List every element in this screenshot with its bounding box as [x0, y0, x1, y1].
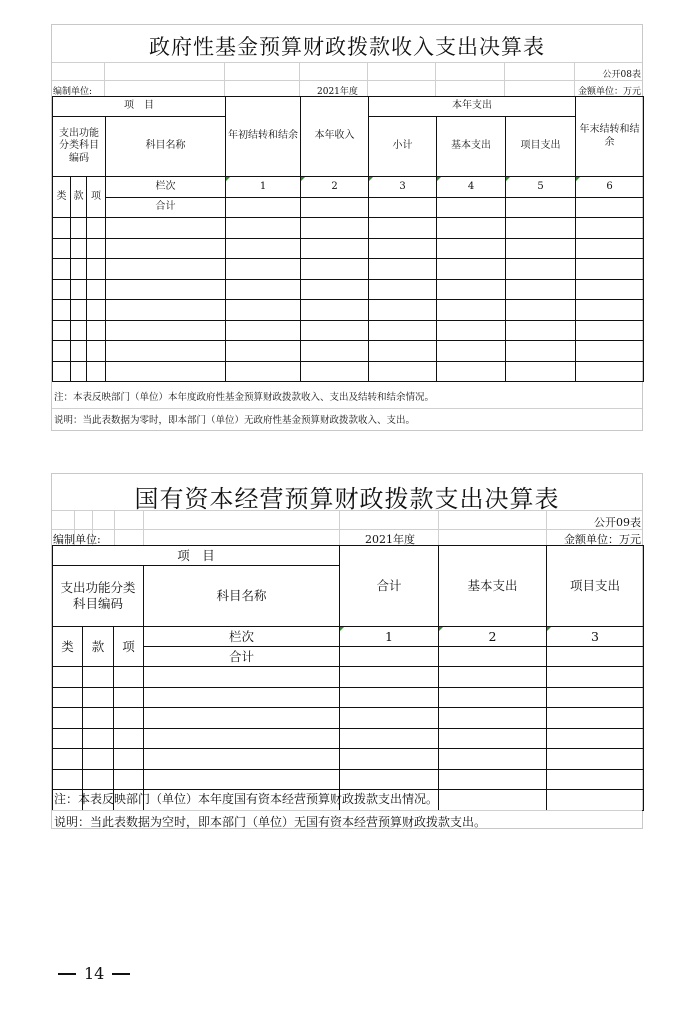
table-cell [83, 667, 114, 688]
table-cell [340, 687, 439, 708]
table-row [53, 238, 644, 259]
table-cell [87, 361, 106, 382]
table-cell [114, 749, 144, 770]
total-cell [439, 647, 547, 667]
table-cell [437, 300, 506, 321]
total-cell [547, 647, 644, 667]
table-cell [437, 238, 506, 259]
header-expense: 本年支出 [369, 97, 576, 117]
table-cell [106, 279, 226, 300]
page-number [50, 964, 138, 983]
gridline [52, 80, 642, 81]
gridline [546, 510, 547, 545]
header-total-col: 合计 [340, 546, 439, 627]
table-cell [71, 341, 87, 362]
table-cell [506, 238, 576, 259]
table-cell [106, 341, 226, 362]
year-label: 2021年度 [317, 87, 358, 97]
header-project: 项目支出 [547, 546, 644, 627]
table-cell [106, 259, 226, 280]
table-cell [144, 769, 340, 790]
table-row [53, 259, 644, 280]
table-cell [114, 667, 144, 688]
header-xiang: 项 [87, 177, 106, 218]
table-cell [301, 300, 369, 321]
table-cell [83, 708, 114, 729]
table-cell [576, 320, 644, 341]
table-cell [547, 708, 644, 729]
table-cell [71, 300, 87, 321]
table-cell [340, 769, 439, 790]
table-cell [226, 300, 301, 321]
table-cell [144, 687, 340, 708]
table-cell [437, 320, 506, 341]
col-num: 2 [301, 177, 369, 198]
table-cell [340, 728, 439, 749]
header-lei: 类 [53, 627, 83, 667]
table-cell [87, 238, 106, 259]
table-row [53, 769, 644, 790]
table-code: 公开08表 [602, 70, 641, 80]
table-cell [71, 259, 87, 280]
header-project: 项目支出 [506, 117, 576, 177]
table-cell [506, 279, 576, 300]
table-row [53, 218, 644, 239]
table-cell [439, 749, 547, 770]
total-cell [340, 647, 439, 667]
table-cell [369, 238, 437, 259]
header-subject: 科目名称 [106, 117, 226, 177]
table-cell [369, 218, 437, 239]
table-cell [439, 769, 547, 790]
col-num: 5 [506, 177, 576, 198]
header-basic: 基本支出 [437, 117, 506, 177]
table-cell [437, 259, 506, 280]
table-cell [53, 300, 71, 321]
col-num: 3 [547, 627, 644, 647]
table-cell [506, 218, 576, 239]
total-cell [226, 198, 301, 218]
table-cell [87, 300, 106, 321]
table-row [53, 320, 644, 341]
table-cell [87, 218, 106, 239]
gridline [435, 62, 436, 96]
table-08-explain: 说明：当此表数据为零时，即本部门（单位）无政府性基金预算财政拨款收入、支出。 [54, 415, 416, 426]
table-row [53, 361, 644, 382]
table-cell [106, 300, 226, 321]
gridline [52, 510, 642, 511]
table-cell [576, 259, 644, 280]
gridline [52, 62, 642, 63]
table-cell [301, 259, 369, 280]
table-cell [576, 341, 644, 362]
table-cell [301, 320, 369, 341]
table-08-title: 政府性基金预算财政拨款收入支出决算表 [149, 35, 545, 59]
total-label: 合计 [144, 647, 340, 667]
header-kuan: 款 [83, 627, 114, 667]
table-cell [53, 667, 83, 688]
table-cell [340, 749, 439, 770]
total-label: 合计 [106, 198, 226, 218]
table-cell [144, 728, 340, 749]
table-cell [369, 259, 437, 280]
header-income: 本年收入 [301, 97, 369, 177]
table-cell [226, 341, 301, 362]
table-row [53, 279, 644, 300]
table-cell [547, 749, 644, 770]
table-cell [369, 279, 437, 300]
table-row [53, 708, 644, 729]
table-cell [226, 259, 301, 280]
gridline [114, 510, 115, 545]
table-cell [506, 361, 576, 382]
gridline [339, 510, 340, 545]
table-cell [437, 279, 506, 300]
table-row [53, 667, 644, 688]
table-09-explain: 说明：当此表数据为空时，即本部门（单位）无国有资本经营预算财政拨款支出。 [54, 815, 487, 829]
table-cell [83, 728, 114, 749]
header-subject: 科目名称 [144, 566, 340, 627]
table-cell [506, 259, 576, 280]
col-num: 1 [340, 627, 439, 647]
header-begin-balance: 年初结转和结余 [226, 97, 301, 177]
page-dash [58, 973, 76, 975]
header-item: 项 目 [53, 97, 226, 117]
table-cell [106, 320, 226, 341]
header-kuan: 款 [71, 177, 87, 218]
table-row [53, 687, 644, 708]
table-cell [506, 300, 576, 321]
col-num: 4 [437, 177, 506, 198]
table-cell [547, 769, 644, 790]
page-dash [112, 973, 130, 975]
table-cell [437, 218, 506, 239]
table-cell [83, 769, 114, 790]
table-cell [439, 708, 547, 729]
gridline [367, 62, 368, 96]
table-cell [114, 687, 144, 708]
table-cell [226, 320, 301, 341]
table-cell [71, 238, 87, 259]
header-lanci: 栏次 [106, 177, 226, 198]
table-cell [53, 238, 71, 259]
table-cell [547, 667, 644, 688]
table-cell [114, 769, 144, 790]
table-cell [71, 279, 87, 300]
unit-label: 编制单位: [53, 533, 101, 546]
table-cell [439, 687, 547, 708]
table-cell [547, 728, 644, 749]
table-cell [301, 341, 369, 362]
table-cell [301, 279, 369, 300]
table-09-title: 国有资本经营预算财政拨款支出决算表 [134, 485, 560, 513]
col-num: 1 [226, 177, 301, 198]
table-cell [106, 361, 226, 382]
table-cell [114, 728, 144, 749]
year-label: 2021年度 [365, 533, 415, 546]
header-xiang: 项 [114, 627, 144, 667]
table-cell [301, 361, 369, 382]
gridline [299, 62, 300, 96]
total-cell [576, 198, 644, 218]
header-end-balance: 年末结转和结余 [576, 97, 644, 177]
table-cell [53, 708, 83, 729]
table-cell [506, 320, 576, 341]
gridline [438, 510, 439, 545]
col-num: 2 [439, 627, 547, 647]
table-cell [576, 279, 644, 300]
table-cell [439, 728, 547, 749]
gridline [104, 62, 105, 96]
gridline [52, 529, 642, 530]
amount-unit-label: 金额单位：万元 [577, 87, 641, 97]
total-cell [369, 198, 437, 218]
table-cell [53, 687, 83, 708]
header-basic: 基本支出 [439, 546, 547, 627]
header-lanci: 栏次 [144, 627, 340, 647]
total-cell [301, 198, 369, 218]
col-num: 3 [369, 177, 437, 198]
table-cell [369, 300, 437, 321]
table-row [53, 749, 644, 770]
total-cell [437, 198, 506, 218]
table-cell [301, 218, 369, 239]
page-number-text: 14 [84, 964, 105, 983]
table-cell [87, 259, 106, 280]
table-09-note: 注：本表反映部门（单位）本年度国有资本经营预算财政拨款支出情况。 [54, 792, 439, 806]
table-cell [144, 667, 340, 688]
table-cell [53, 279, 71, 300]
table-cell [226, 238, 301, 259]
header-lei: 类 [53, 177, 71, 218]
table-cell [226, 218, 301, 239]
table-row [53, 300, 644, 321]
table-cell [53, 341, 71, 362]
header-func-code: 支出功能分类科目编码 [53, 117, 106, 177]
table-cell [87, 341, 106, 362]
header-item: 项 目 [53, 546, 340, 566]
header-func-code: 支出功能分类科目编码 [53, 566, 144, 627]
table-row [53, 728, 644, 749]
table-cell [547, 687, 644, 708]
table-cell [53, 320, 71, 341]
sheet-table-08 [51, 24, 643, 431]
table-cell [369, 361, 437, 382]
sheet-table-09 [51, 473, 643, 829]
table-cell [144, 749, 340, 770]
amount-unit-label: 金额单位：万元 [564, 533, 641, 546]
col-num: 6 [576, 177, 644, 198]
table-cell [439, 667, 547, 688]
gridline [574, 62, 575, 96]
table-cell [576, 238, 644, 259]
table-cell [83, 749, 114, 770]
table-cell [144, 708, 340, 729]
gridline [504, 62, 505, 96]
table-cell [369, 320, 437, 341]
table-cell [71, 361, 87, 382]
table-09-grid [52, 545, 644, 811]
table-cell [576, 361, 644, 382]
table-cell [53, 769, 83, 790]
table-cell [340, 667, 439, 688]
table-cell [106, 238, 226, 259]
gridline [52, 408, 642, 409]
table-cell [71, 218, 87, 239]
table-cell [576, 300, 644, 321]
gridline [52, 810, 642, 811]
table-cell [53, 218, 71, 239]
table-cell [576, 218, 644, 239]
table-cell [87, 279, 106, 300]
table-cell [114, 708, 144, 729]
table-cell [226, 279, 301, 300]
header-subtotal: 小计 [369, 117, 437, 177]
table-cell [53, 728, 83, 749]
table-cell [340, 708, 439, 729]
table-code: 公开09表 [594, 516, 641, 529]
table-cell [437, 361, 506, 382]
gridline [143, 510, 144, 545]
table-08-grid [52, 96, 644, 382]
table-cell [106, 218, 226, 239]
table-cell [71, 320, 87, 341]
table-08-note: 注：本表反映部门（单位）本年度政府性基金预算财政拨款收入、支出及结转和结余情况。 [54, 392, 435, 403]
table-cell [53, 749, 83, 770]
total-cell [506, 198, 576, 218]
table-row [53, 341, 644, 362]
table-cell [369, 341, 437, 362]
table-cell [437, 341, 506, 362]
table-cell [53, 259, 71, 280]
table-cell [83, 687, 114, 708]
table-cell [301, 238, 369, 259]
table-cell [506, 341, 576, 362]
gridline [224, 62, 225, 96]
table-cell [226, 361, 301, 382]
unit-label: 编制单位: [53, 87, 93, 97]
table-cell [87, 320, 106, 341]
table-cell [53, 361, 71, 382]
